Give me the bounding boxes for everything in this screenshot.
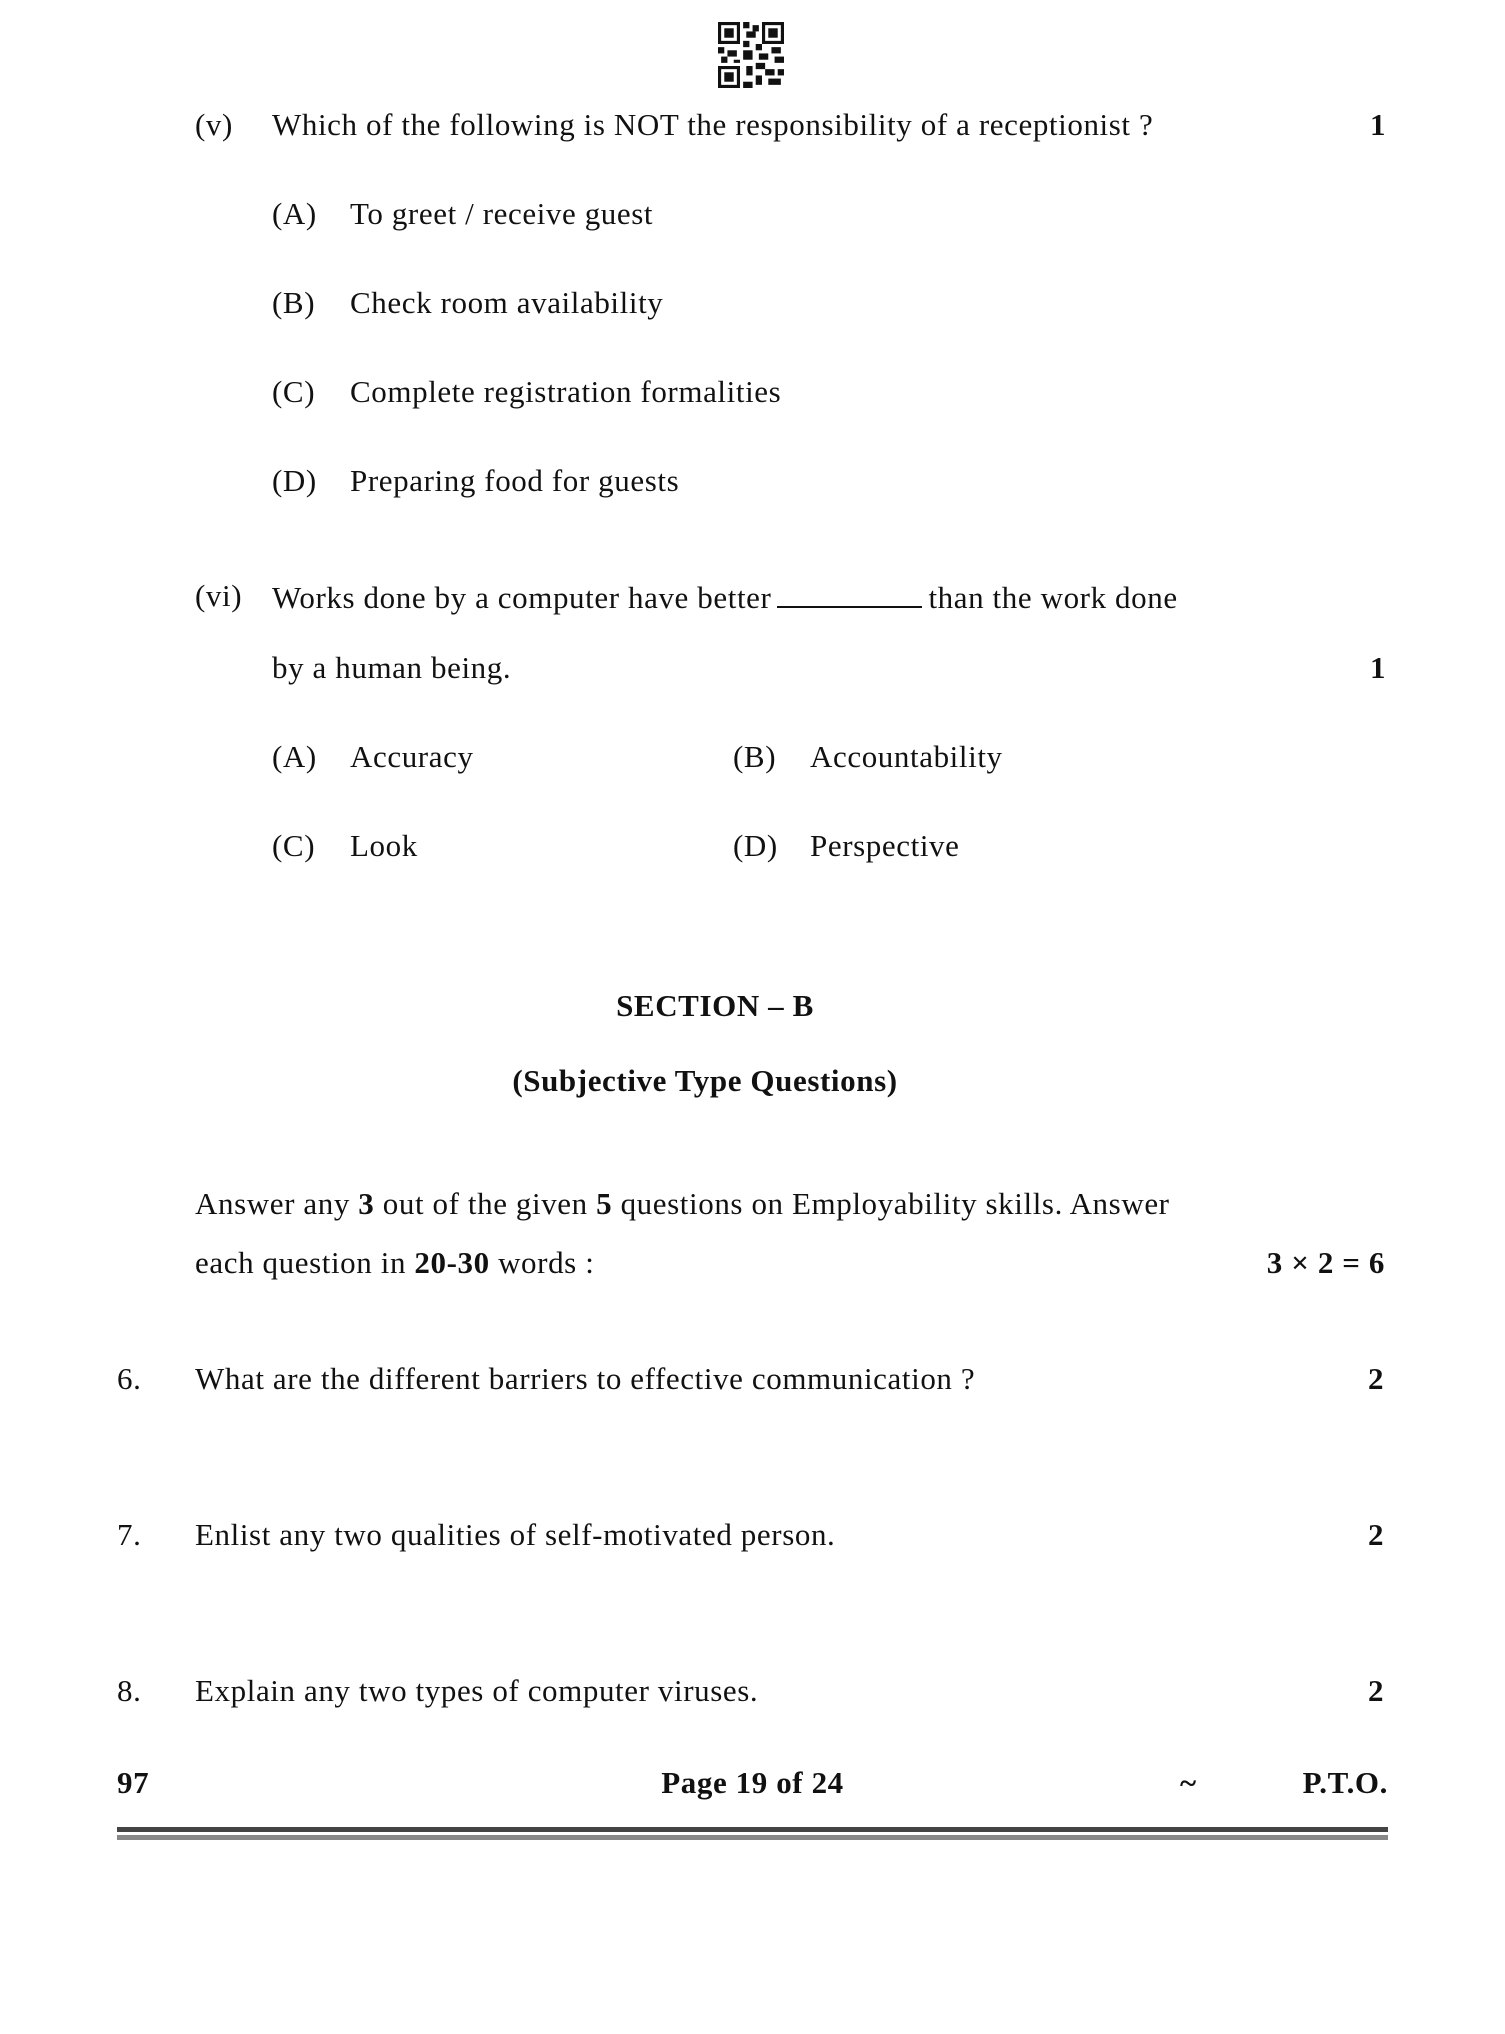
option-text: Accountability [810, 739, 1003, 774]
question-text: What are the different barriers to effective communication ? [195, 1361, 976, 1396]
question-text-before: Works done by a computer have better [272, 580, 772, 615]
option-text: Perspective [810, 828, 960, 863]
question-text-line2: by a human being. [272, 650, 512, 685]
instructions-line2 [195, 1247, 594, 1278]
option-label: (B) [272, 285, 316, 320]
question-marks: 2 [1368, 1361, 1385, 1396]
instructions-text: Answer any [195, 1186, 359, 1221]
option-label: (A) [272, 196, 317, 231]
question-number: 7. [117, 1517, 142, 1552]
question-number: (vi) [195, 578, 243, 613]
option-text: Preparing food for guests [350, 463, 680, 498]
option-label: (C) [272, 374, 316, 409]
question-text-after: than the work done [928, 580, 1178, 615]
pto-label: P.T.O. [1302, 1765, 1388, 1800]
option-label: (D) [733, 828, 778, 863]
question-text [272, 580, 1178, 613]
option-label: (A) [272, 739, 317, 774]
fill-in-blank [777, 580, 922, 608]
instructions-line1 [195, 1188, 1170, 1219]
question-marks: 2 [1368, 1673, 1385, 1708]
footer-rule [117, 1835, 1388, 1840]
question-marks: 1 [1370, 650, 1387, 685]
question-marks: 1 [1370, 107, 1387, 142]
question-text: Which of the following is NOT the responsibility of a receptionist ? [272, 107, 1154, 142]
question-number: (v) [195, 107, 233, 142]
instructions-number: 20-30 [414, 1245, 490, 1280]
instructions-marks: 3 × 2 = 6 [1266, 1245, 1385, 1280]
instructions-text: questions on Employability skills. Answer [612, 1186, 1170, 1221]
footer-rule [117, 1827, 1388, 1832]
section-subtitle: (Subjective Type Questions) [512, 1063, 898, 1098]
question-marks: 2 [1368, 1517, 1385, 1552]
instructions-number: 3 [358, 1186, 375, 1221]
instructions-text: out of the given [374, 1186, 597, 1221]
paper-code: 97 [117, 1765, 150, 1800]
question-text: Explain any two types of computer viruses. [195, 1673, 759, 1708]
qr-code [718, 22, 784, 88]
option-label: (C) [272, 828, 316, 863]
question-text: Enlist any two qualities of self-motivated person. [195, 1517, 836, 1552]
option-text: Accuracy [350, 739, 474, 774]
question-number: 6. [117, 1361, 142, 1396]
option-text: Check room availability [350, 285, 664, 320]
section-title: SECTION – B [616, 988, 814, 1023]
option-text: To greet / receive guest [350, 196, 654, 231]
option-text: Look [350, 828, 418, 863]
page-number: Page 19 of 24 [661, 1765, 844, 1800]
question-number: 8. [117, 1673, 142, 1708]
option-label: (D) [272, 463, 317, 498]
instructions-text: words : [489, 1245, 595, 1280]
instructions-number: 5 [596, 1186, 613, 1221]
tilde-mark: ~ [1180, 1765, 1197, 1800]
option-label: (B) [733, 739, 777, 774]
instructions-text: each question in [195, 1245, 415, 1280]
option-text: Complete registration formalities [350, 374, 782, 409]
